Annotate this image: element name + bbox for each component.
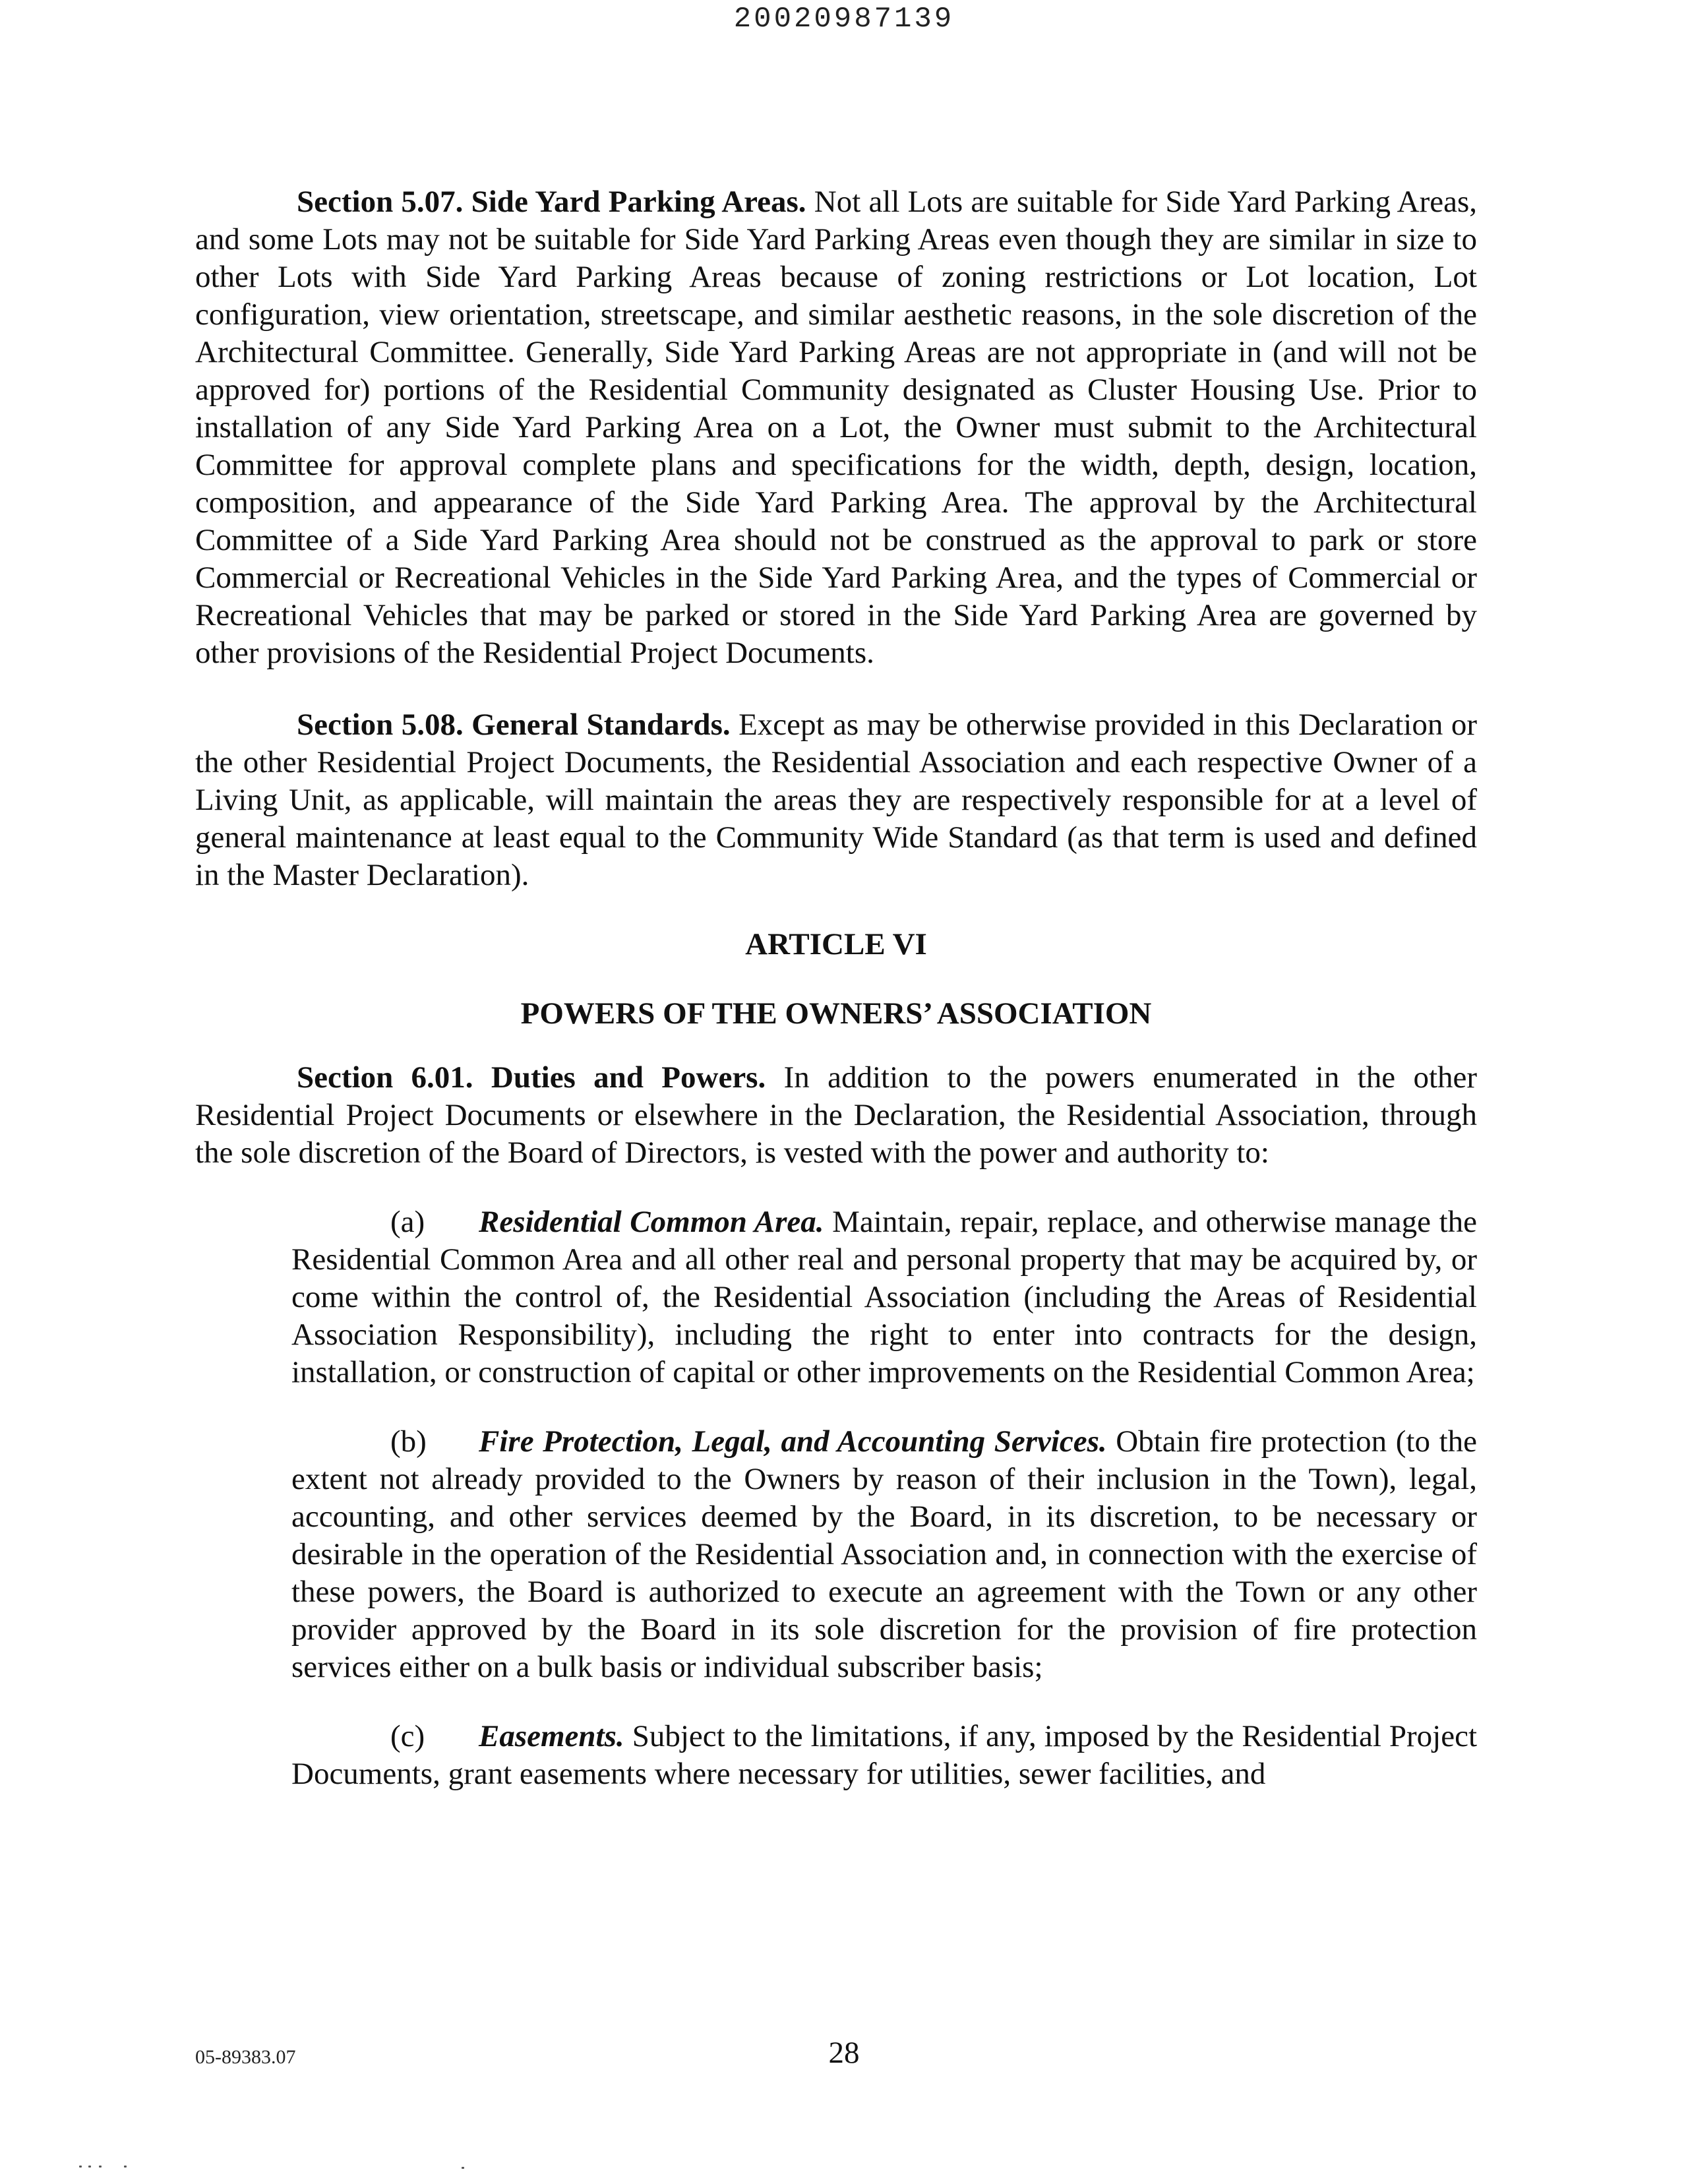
footer-document-code: 05-89383.07 <box>195 2046 296 2068</box>
item-letter: (b) <box>390 1424 427 1459</box>
document-id-stamp: 20020987139 <box>733 3 955 36</box>
article-number: ARTICLE VI <box>745 927 927 961</box>
item-title: Fire Protection, Legal, and Accounting Services. <box>479 1424 1107 1459</box>
article-title: POWERS OF THE OWNERS’ ASSOCIATION <box>520 996 1152 1031</box>
scan-specks <box>79 2163 475 2171</box>
list-item <box>291 1718 1477 1793</box>
page-number: 28 <box>828 2036 860 2070</box>
item-title: Residential Common Area. <box>479 1205 824 1239</box>
document-page <box>195 183 1477 1793</box>
item-body: Subject to the limitations, if any, imposed by the Residential Project Documents, grant easements where necessary for utilities, sewer facilities, and <box>291 1719 1478 1791</box>
section-5-07-body: Not all Lots are suitable for Side Yard Parking Areas, and some Lots may not be suitable for Side Yard Parking Areas even though they are similar in size to other Lots with Side Yard Parking Areas because of zoning restrictions or Lot location, Lot configuration, view orientation, streetscape, and similar aesthetic reasons, in the sole discretion of the Architectural Committee. Generally, Side Yard Parking Areas are not appropriate in (and will not be approved for) portions of the Residential Community designated as Cluster Housing Use. Prior to installation of any Side Yard Parking Area on a Lot, the Owner must submit to the Architectural Committee for approval complete plans and specifications for the width, depth, design, location, composition, and appearance of the Side Yard Parking Area. The approval by the Architectural Committee of a Side Yard Parking Area should not be construed as the approval to park or store Commercial or Recreational Vehicles in the Side Yard Parking Area, and the types of Commercial or Recreational Vehicles that may be parked or stored in the Side Yard Parking Area are governed by other provisions of the Residential Project Documents. <box>195 185 1477 670</box>
item-letter: (a) <box>390 1205 425 1239</box>
section-5-08-paragraph <box>195 706 1477 894</box>
section-6-01-heading: Section 6.01. Duties and Powers. <box>297 1060 766 1095</box>
item-body: Maintain, repair, replace, and otherwise manage the Residential Common Area and all other real and personal property that may be acquired by, or come within the control of, the Residential Association (including the Areas of Residential Association Responsibility), including the right to enter into contracts for the design, installation, or construction of capital or other improvements on the Residential Common Area; <box>291 1205 1478 1389</box>
section-6-01-paragraph <box>195 1059 1477 1172</box>
section-6-01-body: In addition to the powers enumerated in the other Residential Project Documents or elsewhere in the Declaration, the Residential Association, through the sole discretion of the Board of Directors, is vested with the power and authority to: <box>195 1060 1478 1170</box>
section-5-08-heading: Section 5.08. General Standards. <box>297 708 731 742</box>
item-body: Obtain fire protection (to the extent not already provided to the Owners by reason of their inclusion in the Town), legal, accounting, and other services deemed by the Board, in its discretion, to be necessary or desirable in the operation of the Residential Association and, in connection with the exercise of these powers, the Board is authorized to execute an agreement with the Town or any other provider approved by the Board in its sole discretion for the provision of fire protection services either on a bulk basis or individual subscriber basis; <box>291 1424 1478 1684</box>
section-5-08-body: Except as may be otherwise provided in this Declaration or the other Residential Project Documents, the Residential Association and each respective Owner of a Living Unit, as applicable, will maintain the areas they are respectively responsible for at a level of general maintenance at least equal to the Community Wide Standard (as that term is used and defined in the Master Declaration). <box>195 708 1477 892</box>
list-item <box>291 1203 1477 1391</box>
section-5-07-heading: Section 5.07. Side Yard Parking Areas. <box>297 185 806 219</box>
section-5-07-paragraph <box>195 183 1477 672</box>
list-item <box>291 1423 1477 1686</box>
item-letter: (c) <box>390 1719 425 1753</box>
item-title: Easements. <box>479 1719 624 1753</box>
